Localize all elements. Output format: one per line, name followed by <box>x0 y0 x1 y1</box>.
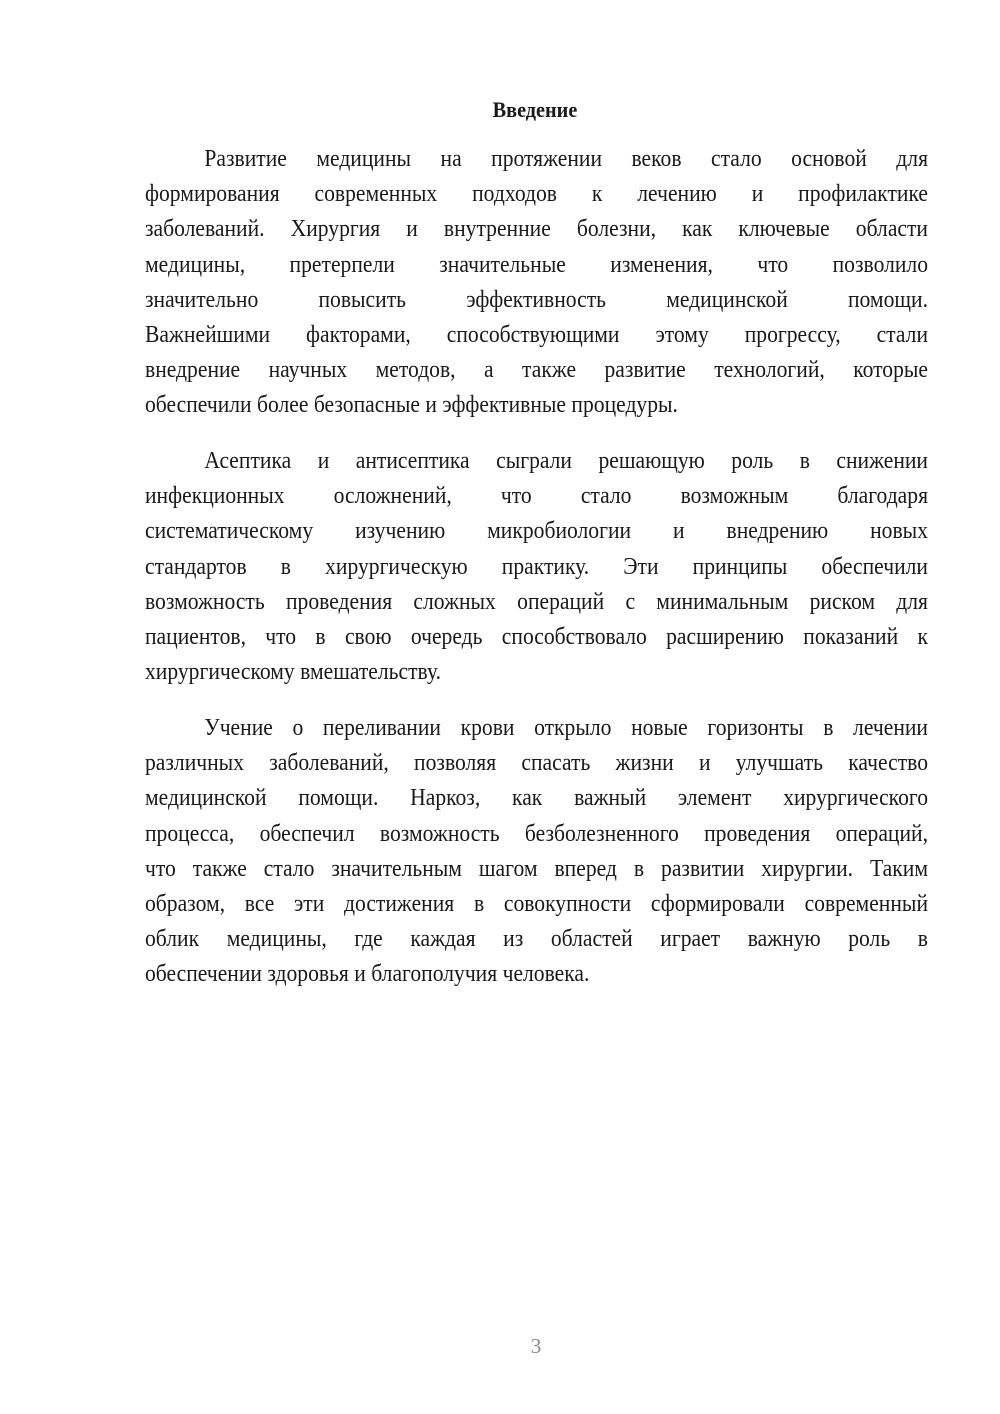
text-line: пациентов, что в свою очередь способствовало расширению показаний к <box>145 623 928 650</box>
text-line: облик медицины, где каждая из областей играет важную роль в <box>145 926 928 953</box>
paragraph-1 <box>145 142 1000 424</box>
text-line: стандартов в хирургическую практику. Эти принципы обеспечили <box>145 553 928 580</box>
text-line: медицины, претерпели значительные изменения, что позволило <box>145 251 928 278</box>
text-line: хирургическому вмешательству. <box>145 659 442 686</box>
paragraph-3 <box>145 711 1000 993</box>
paragraph-2 <box>145 444 1000 690</box>
page-number: 3 <box>530 1334 542 1358</box>
text-line: различных заболеваний, позволяя спасать жизни и улучшать качество <box>145 750 928 777</box>
text-line: возможность проведения сложных операций с минимальным риском для <box>145 588 928 615</box>
text-line: обеспечении здоровья и благополучия человека. <box>145 961 590 988</box>
text-line: внедрение научных методов, а также развитие технологий, которые <box>145 357 928 384</box>
text-line: заболеваний. Хирургия и внутренние болезни, как ключевые области <box>145 216 928 243</box>
text-line: что также стало значительным шагом вперед в развитии хирургии. Таким <box>145 855 928 882</box>
text-line: систематическому изучению микробиологии и внедрению новых <box>145 518 928 545</box>
text-line: образом, все эти достижения в совокупности сформировали современный <box>145 890 928 917</box>
text-line: Асептика и антисептика сыграли решающую роль в снижении <box>204 448 928 474</box>
text-line: формирования современных подходов к лечению и профилактике <box>145 181 928 208</box>
text-line: процесса, обеспечил возможность безболезненного проведения операций, <box>145 820 928 847</box>
text-line: значительно повысить эффективность медицинской помощи. <box>145 286 928 313</box>
page-title: Введение <box>492 97 578 122</box>
text-line: медицинской помощи. Наркоз, как важный элемент хирургического <box>145 785 928 812</box>
text-line: Важнейшими факторами, способствующими этому прогрессу, стали <box>145 321 928 348</box>
text-line: Учение о переливании крови открыло новые горизонты в лечении <box>204 715 928 741</box>
text-line: обеспечили более безопасные и эффективные процедуры. <box>145 392 678 419</box>
text-line: Развитие медицины на протяжении веков стало основой для <box>204 146 928 172</box>
text-line: инфекционных осложнений, что стало возможным благодаря <box>145 483 928 510</box>
